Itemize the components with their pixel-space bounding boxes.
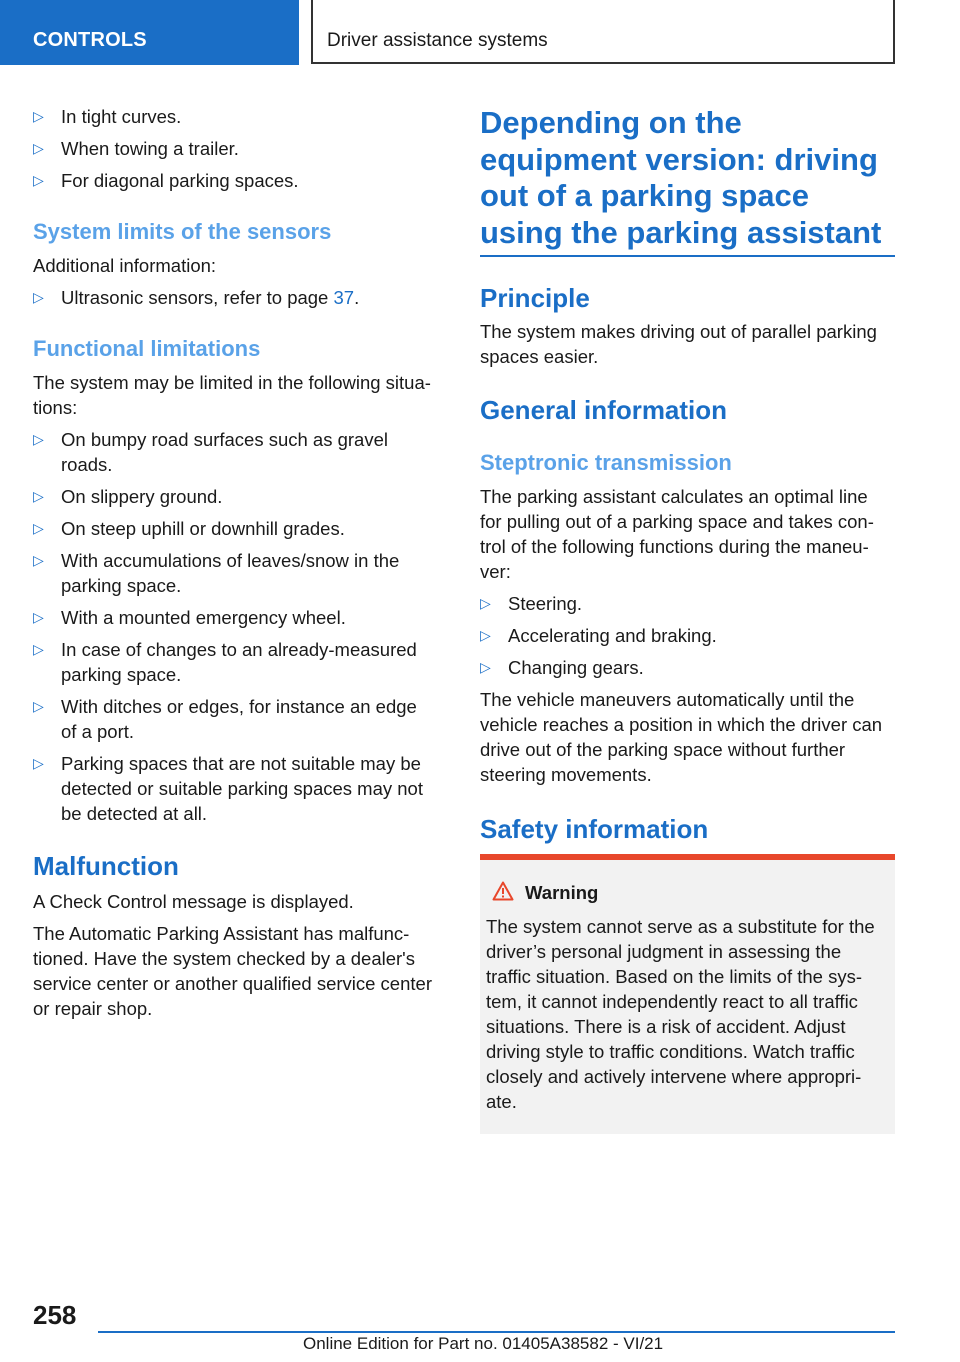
principle-text-line: The system makes driving out of parallel parking [480, 321, 877, 342]
section-title: CONTROLS [33, 29, 147, 51]
steptronic-text-line: The parking assistant calculates an optimal line [480, 486, 868, 507]
list-item: In tight curves. [61, 106, 182, 127]
page-reference-link[interactable]: 37 [333, 287, 355, 308]
footer-divider [98, 1331, 895, 1333]
list-item: On slippery ground. [61, 486, 223, 507]
bullet-icon: ▷ [33, 488, 44, 504]
bullet-icon: ▷ [33, 552, 44, 568]
bullet-icon: ▷ [33, 520, 44, 536]
list-item: With a mounted emergency wheel. [61, 607, 346, 628]
bullet-icon: ▷ [33, 140, 44, 156]
bullet-icon: ▷ [33, 609, 44, 625]
warning-box [480, 854, 895, 1134]
malfunction-paragraph-line: or repair shop. [33, 998, 153, 1019]
maneuver-text-line: steering movements. [480, 764, 652, 785]
maneuver-text-line: drive out of the parking space without further [480, 739, 846, 760]
list-item-continued: roads. [61, 454, 113, 475]
list-item: Parking spaces that are not suitable may be [61, 753, 421, 774]
warning-text-line: driver’s personal judgment in assessing the [486, 941, 842, 962]
list-item: On bumpy road surfaces such as gravel [61, 429, 388, 450]
warning-text-line: traffic situation. Based on the limits of the sys- [486, 966, 862, 987]
heading-malfunction: Malfunction [33, 851, 179, 881]
heading-safety-information: Safety information [480, 814, 709, 844]
list-item-continued: be detected at all. [61, 803, 208, 824]
steptronic-text-line: ver: [480, 561, 511, 582]
malfunction-paragraph-line: The Automatic Parking Assistant has malfunc- [33, 923, 410, 944]
list-item: For diagonal parking spaces. [61, 170, 299, 191]
list-item: When towing a trailer. [61, 138, 239, 159]
warning-text-line: tem, it cannot independently react to all traffic [486, 991, 858, 1012]
list-item-continued: detected or suitable parking spaces may not [61, 778, 423, 799]
chapter-heading-line: using the parking assistant [480, 215, 882, 250]
chapter-heading-line: out of a parking space [480, 178, 810, 213]
chapter-heading-line: equipment version: driving [480, 142, 878, 177]
bullet-icon: ▷ [480, 659, 491, 675]
steptronic-text-line: for pulling out of a parking space and takes con- [480, 511, 874, 532]
bullet-icon: ▷ [480, 627, 491, 643]
edition-info: Online Edition for Part no. 01405A38582 - VI/21 [303, 1334, 664, 1353]
malfunction-paragraph: A Check Control message is displayed. [33, 891, 354, 912]
bullet-icon: ▷ [33, 172, 44, 188]
heading-functional-limitations: Functional limitations [33, 336, 261, 361]
chapter-title: Driver assistance systems [327, 30, 548, 51]
bullet-icon: ▷ [33, 641, 44, 657]
warning-text-line: The system cannot serve as a substitute for the [486, 916, 875, 937]
chapter-heading-line: Depending on the [480, 105, 742, 140]
list-item-continued: of a port. [61, 721, 135, 742]
steptronic-text-line: trol of the following functions during the maneu- [480, 536, 869, 557]
list-item [61, 285, 359, 310]
bullet-icon: ▷ [33, 431, 44, 447]
warning-text-line: situations. There is a risk of accident. Adjust [486, 1016, 846, 1037]
heading-divider [480, 255, 895, 257]
sensors-intro: Additional information: [33, 255, 217, 276]
warning-text-line: driving style to traffic conditions. Watch traffic [486, 1041, 855, 1062]
list-item-continued: parking space. [61, 575, 182, 596]
list-item: Accelerating and braking. [508, 625, 717, 646]
maneuver-text-line: The vehicle maneuvers automatically until the [480, 689, 855, 710]
bullet-icon: ▷ [33, 755, 44, 771]
list-item-text: Ultrasonic sensors, refer to page [61, 287, 334, 308]
bullet-icon: ▷ [480, 595, 491, 611]
func-intro-line: The system may be limited in the following situa- [33, 372, 431, 393]
warning-triangle-icon [492, 881, 514, 901]
warning-text-line: closely and actively intervene where appropri- [486, 1066, 862, 1087]
heading-sensor-limits: System limits of the sensors [33, 219, 332, 244]
list-item: With ditches or edges, for instance an edge [61, 696, 417, 717]
list-item: Changing gears. [508, 657, 644, 678]
heading-general-information: General information [480, 395, 728, 425]
chapter-tab [311, 0, 895, 64]
heading-principle: Principle [480, 283, 590, 313]
bullet-icon: ▷ [33, 108, 44, 124]
malfunction-paragraph-line: service center or another qualified service center [33, 973, 432, 994]
warning-title: Warning [525, 882, 599, 903]
list-item: On steep uphill or downhill grades. [61, 518, 345, 539]
bullet-icon: ▷ [33, 698, 44, 714]
heading-steptronic: Steptronic transmission [480, 450, 732, 475]
warning-text-line: ate. [486, 1091, 517, 1112]
maneuver-text-line: vehicle reaches a position in which the driver can [480, 714, 883, 735]
page-number: 258 [33, 1300, 77, 1330]
warning-accent-bar [480, 854, 895, 860]
bullet-icon: ▷ [33, 289, 44, 305]
list-item-punctuation: . [354, 287, 360, 308]
section-tab [0, 0, 299, 65]
func-intro-line: tions: [33, 397, 78, 418]
principle-text-line: spaces easier. [480, 346, 599, 367]
list-item: With accumulations of leaves/snow in the [61, 550, 400, 571]
malfunction-paragraph-line: tioned. Have the system checked by a dealer's [33, 948, 415, 969]
list-item: In case of changes to an already-measured [61, 639, 417, 660]
list-item-continued: parking space. [61, 664, 182, 685]
list-item: Steering. [508, 593, 583, 614]
